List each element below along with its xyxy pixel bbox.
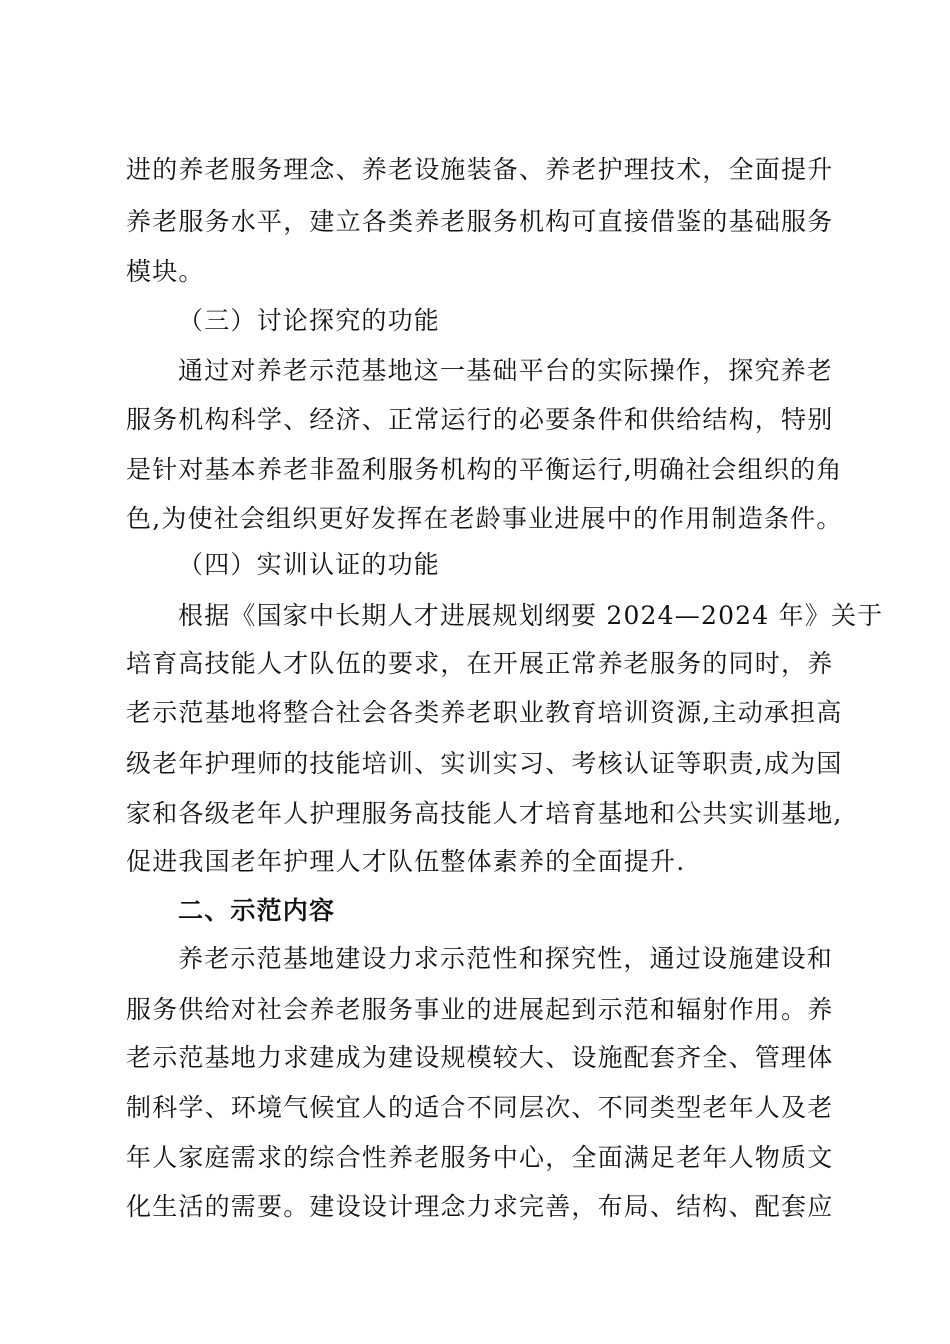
section-heading-bold: 二、示范内容: [178, 896, 336, 925]
paragraph-line: 老示范基地将整合社会各类养老职业教育培训资源,主动承担高: [126, 698, 843, 727]
paragraph-line: 家和各级老年人护理服务高技能人才培育基地和公共实训基地,: [126, 799, 843, 828]
paragraph-line: 年人家庭需求的综合性养老服务中心，全面满足老年人物质文: [126, 1143, 834, 1172]
paragraph-line: 养老示范基地建设力求示范性和探究性，通过设施建设和: [178, 944, 834, 973]
paragraph-line: 根据《国家中长期人才进展规划纲要 2024—2024 年》关于: [178, 601, 884, 630]
paragraph-line: 通过对养老示范基地这一基础平台的实际操作，探究养老: [178, 356, 834, 385]
paragraph-line: 色,为使社会组织更好发挥在老龄事业进展中的作用制造条件。: [126, 504, 843, 533]
paragraph-line: 制科学、环境气候宜人的适合不同层次、不同类型老年人及老: [126, 1093, 834, 1122]
paragraph-line: 老示范基地力求建成为建设规模较大、设施配套齐全、管理体: [126, 1043, 834, 1072]
paragraph-line: 服务机构科学、经济、正常运行的必要条件和供给结构，特别: [126, 405, 834, 434]
paragraph-line: 模块。: [126, 257, 205, 286]
paragraph-line: 促进我国老年护理人才队伍整体素养的全面提升.: [126, 847, 686, 876]
paragraph-line: 进的养老服务理念、养老设施装备、养老护理技术，全面提升: [126, 155, 834, 184]
section-heading: （三）讨论探究的功能: [178, 306, 441, 335]
paragraph-line: 养老服务水平，建立各类养老服务机构可直接借鉴的基础服务: [126, 207, 834, 236]
paragraph-line: 培育高技能人才队伍的要求，在开展正常养老服务的同时，养: [126, 649, 834, 678]
paragraph-line: 是针对基本养老非盈利服务机构的平衡运行,明确社会组织的角: [126, 455, 843, 484]
section-heading: （四）实训认证的功能: [178, 550, 441, 579]
paragraph-line: 化生活的需要。建设设计理念力求完善，布局、结构、配套应: [126, 1192, 834, 1221]
paragraph-line: 级老年护理师的技能培训、实训实习、考核认证等职责,成为国: [126, 749, 843, 778]
paragraph-line: 服务供给对社会养老服务事业的进展起到示范和辐射作用。养: [126, 995, 834, 1024]
